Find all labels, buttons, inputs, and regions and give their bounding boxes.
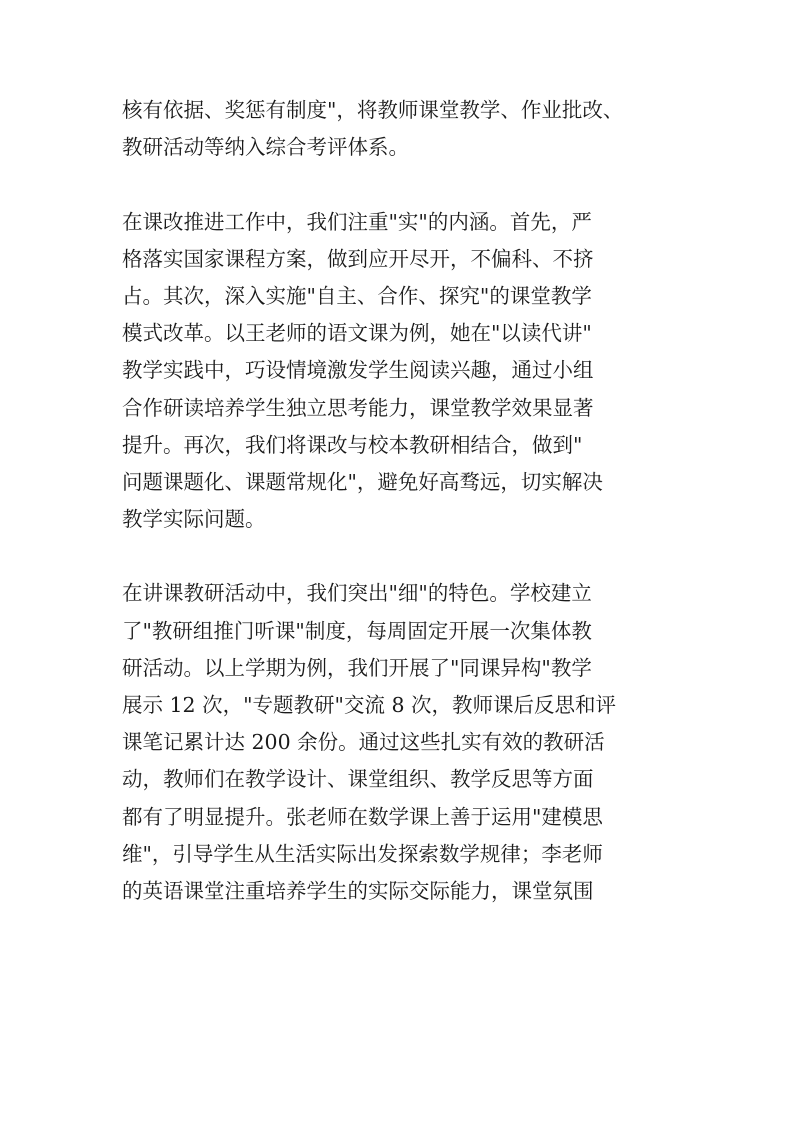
paragraph-2 (122, 204, 674, 539)
text-line: 问题课题化、课题常规化"，避免好高骛远，切实解决 (122, 469, 603, 494)
text-line: 都有了明显提升。张老师在数学课上善于运用"建模思 (122, 804, 603, 829)
paragraph-3 (122, 575, 674, 910)
text-line: 教学实践中，巧设情境激发学生阅读兴趣，通过小组 (122, 358, 594, 383)
text-line: 格落实国家课程方案，做到应开尽开，不偏科、不挤 (122, 246, 594, 271)
text-line: 研活动。以上学期为例，我们开展了"同课异构"教学 (122, 655, 592, 680)
text-line: 展示 12 次，"专题教研"交流 8 次，教师课后反思和评 (122, 693, 617, 717)
text-line: 了"教研组推门听课"制度，每周固定开展一次集体教 (122, 618, 592, 643)
text-line: 核有依据、奖惩有制度"，将教师课堂教学、作业批改、 (122, 98, 624, 122)
text-line: 占。其次，深入实施"自主、合作、探究"的课堂教学 (122, 283, 592, 308)
text-line: 课笔记累计达 200 余份。通过这些扎实有效的教研活 (122, 730, 605, 755)
text-line: 教学实际问题。 (122, 507, 266, 532)
paragraph-1 (122, 92, 674, 166)
text-line: 的英语课堂注重培养学生的实际交际能力，课堂氛围 (122, 878, 594, 903)
text-line: 提升。再次，我们将课改与校本教研相结合，做到" (122, 432, 583, 457)
text-line: 在课改推进工作中，我们注重"实"的内涵。首先，严 (122, 209, 592, 234)
text-line: 合作研读培养学生独立思考能力，课堂教学效果显著 (122, 395, 594, 420)
paragraph-spacer (122, 166, 674, 203)
text-line: 在讲课教研活动中，我们突出"细"的特色。学校建立 (122, 581, 592, 606)
text-line: 教研活动等纳入综合考评体系。 (122, 135, 409, 160)
paragraph-spacer (122, 538, 674, 575)
text-line: 维"，引导学生从生活实际出发探索数学规律；李老师 (122, 841, 603, 866)
text-line: 模式改革。以王老师的语文课为例，她在"以读代讲" (122, 321, 592, 346)
body-text (122, 92, 674, 910)
text-line: 动，教师们在教学设计、课堂组织、教学反思等方面 (122, 767, 594, 792)
